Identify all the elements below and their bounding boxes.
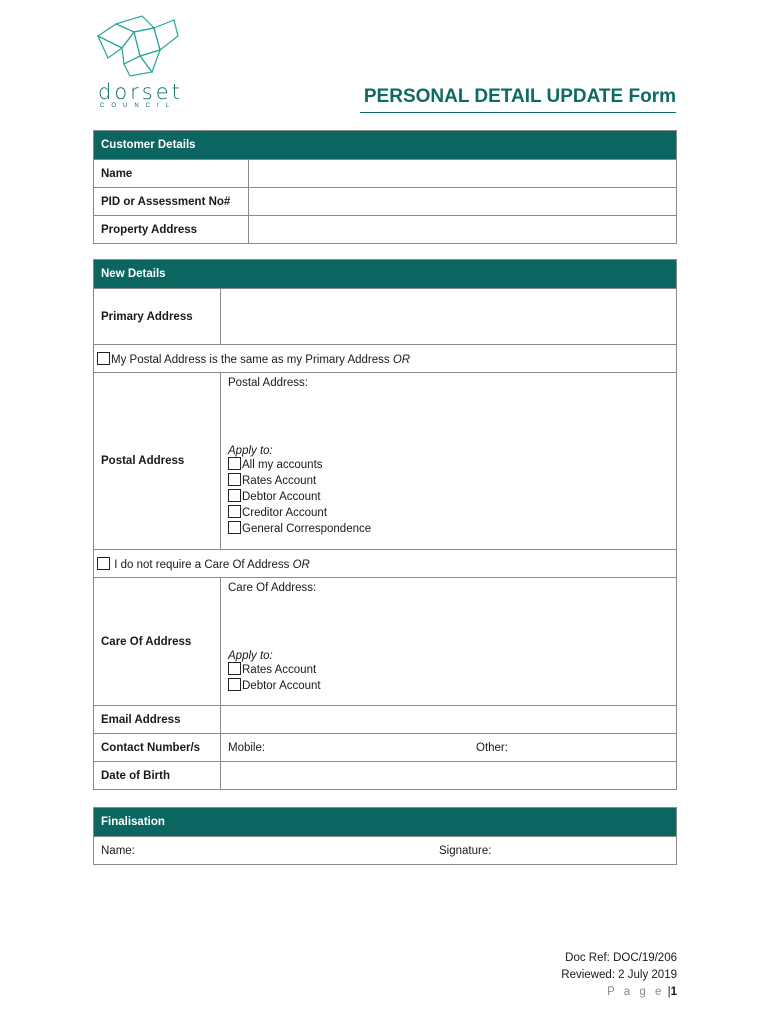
postal-apply-to: Apply to:: [228, 445, 273, 457]
postal-debtor-label: Debtor Account: [242, 491, 321, 503]
new-details-table: [93, 259, 677, 790]
general-correspondence-checkbox[interactable]: [228, 521, 241, 534]
customer-details-table: [93, 130, 677, 244]
finalisation-table: [93, 807, 677, 865]
postal-same-row: [94, 345, 677, 373]
creditor-checkbox[interactable]: [228, 505, 241, 518]
title-underline: [360, 112, 676, 113]
postal-option: [228, 473, 669, 489]
dob-label: Date of Birth: [94, 762, 221, 790]
email-label: Email Address: [94, 706, 221, 734]
postal-option: [228, 521, 669, 537]
no-care-of-or: OR: [292, 558, 310, 571]
new-details-heading: New Details: [94, 260, 677, 289]
customer-details-heading: Customer Details: [94, 131, 677, 160]
care-of-debtor-checkbox[interactable]: [228, 678, 241, 691]
signature-label: Signature:: [439, 844, 492, 857]
care-of-apply-to: Apply to:: [228, 650, 273, 662]
postal-option: [228, 489, 669, 505]
logo-wordmark: dorset: [98, 80, 183, 104]
care-of-option: [228, 662, 669, 678]
care-of-label: Care Of Address: [94, 578, 221, 706]
postal-same-or: OR: [392, 353, 411, 366]
page-label: P a g e: [607, 986, 665, 998]
all-accounts-label: All my accounts: [242, 459, 323, 471]
property-address-field[interactable]: [249, 216, 677, 244]
postal-same-text: My Postal Address is the same as my Primary Address: [111, 353, 390, 366]
no-care-of-checkbox[interactable]: [97, 557, 110, 570]
reviewed-date: Reviewed: 2 July 2019: [561, 969, 677, 981]
postal-same-checkbox[interactable]: [97, 352, 110, 365]
name-field[interactable]: [249, 160, 677, 188]
postal-address-label: Postal Address: [94, 373, 221, 550]
care-of-option: [228, 678, 669, 694]
postal-option: [228, 457, 669, 473]
email-field[interactable]: [221, 706, 677, 734]
postal-rates-label: Rates Account: [242, 475, 317, 487]
finalisation-heading: Finalisation: [94, 808, 677, 837]
postal-address-field-label: Postal Address:: [228, 377, 308, 389]
page-separator: |: [667, 986, 671, 998]
property-address-label: Property Address: [94, 216, 249, 244]
contact-field[interactable]: [221, 734, 677, 762]
contact-label: Contact Number/s: [94, 734, 221, 762]
primary-address-label: Primary Address: [94, 289, 221, 345]
page-number: [561, 984, 677, 1001]
creditor-label: Creditor Account: [242, 507, 328, 519]
dob-field[interactable]: [221, 762, 677, 790]
care-of-rates-checkbox[interactable]: [228, 662, 241, 675]
postal-address-cell[interactable]: [221, 373, 677, 550]
care-of-rates-label: Rates Account: [242, 664, 317, 676]
page-title: PERSONAL DETAIL UPDATE Form: [363, 86, 676, 107]
general-correspondence-label: General Correspondence: [242, 523, 372, 535]
signature-field[interactable]: [432, 837, 677, 865]
logo-subtitle: COUNCIL: [100, 103, 177, 109]
care-of-cell[interactable]: [221, 578, 677, 706]
all-accounts-checkbox[interactable]: [228, 457, 241, 470]
page-num: 1: [670, 986, 677, 998]
no-care-of-text: I do not require a Care Of Address: [114, 558, 290, 571]
pid-field[interactable]: [249, 188, 677, 216]
footer: [561, 950, 677, 1001]
no-care-of-row: [94, 550, 677, 578]
other-label: Other:: [476, 741, 508, 754]
final-name-field[interactable]: [94, 837, 433, 865]
final-name-label: Name:: [101, 844, 135, 857]
care-of-field-label: Care Of Address:: [228, 582, 317, 594]
care-of-debtor-label: Debtor Account: [242, 680, 321, 692]
mobile-label: Mobile:: [228, 741, 266, 754]
primary-address-field[interactable]: [221, 289, 677, 345]
pid-label: PID or Assessment No#: [94, 188, 249, 216]
postal-option: [228, 505, 669, 521]
doc-ref: Doc Ref: DOC/19/206: [565, 952, 677, 964]
name-label: Name: [94, 160, 249, 188]
postal-debtor-checkbox[interactable]: [228, 489, 241, 502]
postal-rates-checkbox[interactable]: [228, 473, 241, 486]
